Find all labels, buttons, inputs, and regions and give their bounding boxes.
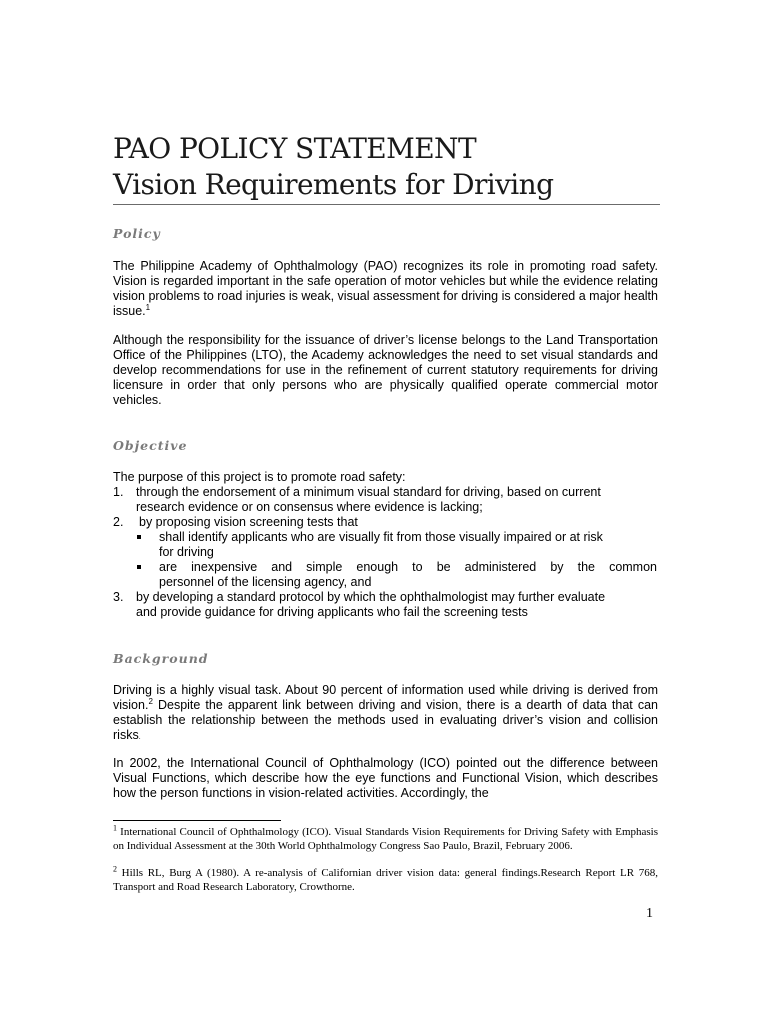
document-title: PAO POLICY STATEMENT (113, 132, 477, 165)
footnote-1: $^1$ International Council of Ophthalmology (ICO). Visual Standards Vision Requirements for Driving Safety with Emphasis on Individual Assessment at the 30th World Ophthalmology Congress Sao Paulo, Brazil, February 2006. (113, 823, 658, 852)
page-number: 1 (646, 906, 653, 921)
background-paragraph-1: Driving is a highly visual task. About 90 percent of information used while driving is derived from vision.$^2$ Despite the apparent link between driving and vision, there is a dearth of data that can establish the relationship between the methods used in evaluating driver’s vision and collision risks. (113, 683, 658, 742)
sub-item-2-line-2: personnel of the licensing agency, and (159, 575, 372, 589)
list-item-3-line-1: by developing a standard protocol by which the ophthalmologist may further evaluate (136, 590, 606, 604)
sub-item-2-line-1: are inexpensive and simple enough to be administered by the common (159, 560, 657, 574)
list-number-3: 3. (113, 590, 124, 604)
footnote-ref-2: 2 (148, 696, 153, 706)
policy-paragraph-1: The Philippine Academy of Ophthalmology (PAO) recognizes its role in promoting road safety. Vision is regarded important in the safe operation of motor vehicles but while the evidence relating vision problems to road injuries is weak, visual assessment for driving is considered a major health issue.$^1$ (113, 259, 658, 318)
sub-item-1-line-1: shall identify applicants who are visually fit from those visually impaired or at risk (159, 530, 603, 544)
section-heading-objective: Objective (113, 438, 188, 453)
footnote-2: $^2$ Hills RL, Burg A (1980). A re-analysis of Californian driver vision data: general findings.Research Report LR 768, Transport and Road Research Laboratory, Crowthorne. (113, 864, 658, 893)
list-item-1-line-2: research evidence or on consensus where evidence is lacking; (136, 500, 483, 514)
document-subtitle: Vision Requirements for Driving (113, 168, 554, 201)
bullet-icon (137, 535, 141, 539)
bullet-icon (137, 565, 141, 569)
list-item-1-line-1: through the endorsement of a minimum visual standard for driving, based on current (136, 485, 601, 499)
title-divider (113, 204, 660, 205)
background-paragraph-2: In 2002, the International Council of Ophthalmology (ICO) pointed out the difference between Visual Functions, which describe how the eye functions and Functional Vision, which describes how the person functions in vision-related activities. Accordingly, the (113, 756, 658, 800)
list-number-1: 1. (113, 485, 124, 499)
footnote-ref-1: 1 (145, 302, 151, 312)
footnote-divider (113, 820, 281, 821)
sub-item-1-line-2: for driving (159, 545, 214, 559)
list-item-2-line-1: by proposing vision screening tests that (139, 515, 358, 529)
list-number-2: 2. (113, 515, 124, 529)
objective-intro: The purpose of this project is to promote road safety: (113, 470, 406, 484)
section-heading-background: Background (113, 651, 209, 666)
section-heading-policy: Policy (113, 226, 161, 241)
policy-paragraph-2: Although the responsibility for the issuance of driver’s license belongs to the Land Transportation Office of the Philippines (LTO), the Academy acknowledges the need to set visual standards and develop recommendations for use in the refinement of current statutory requirements for driving licensure in order that only persons who are physically qualified operate commercial motor vehicles. (113, 333, 658, 407)
list-item-3-line-2: and provide guidance for driving applicants who fail the screening tests (136, 605, 528, 619)
